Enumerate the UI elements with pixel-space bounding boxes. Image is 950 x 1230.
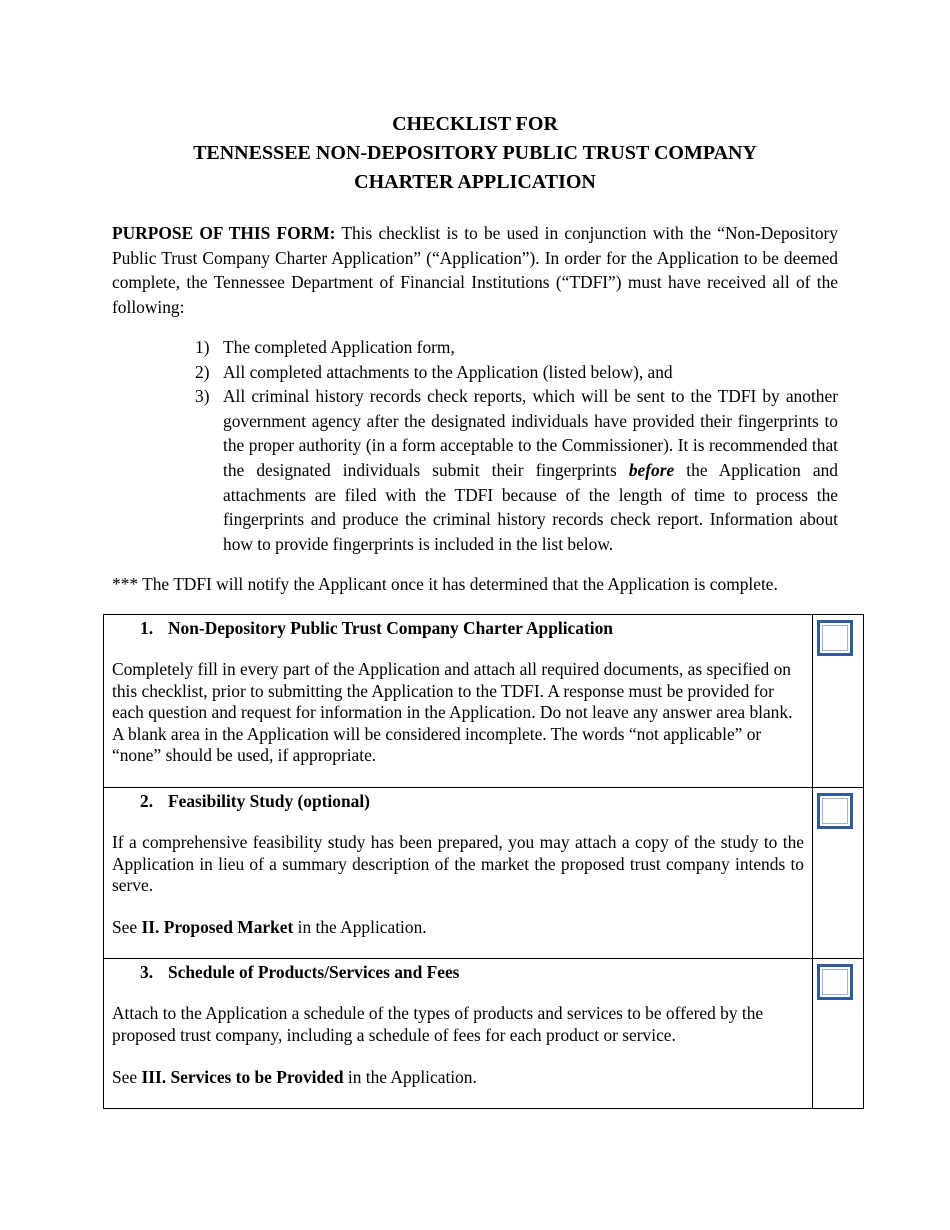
list-item-text: All completed attachments to the Application (listed below), and — [223, 361, 673, 382]
checklist-row-content — [104, 959, 813, 1109]
checklist-row-content — [104, 787, 813, 958]
completion-notice: *** The TDFI will notify the Applicant once it has determined that the Application is complete. — [112, 574, 778, 594]
reference-prefix: See — [112, 1066, 142, 1087]
purpose-text: This checklist is to be used in conjunction with the “Non-Depository Public Trust Company Charter Application” (“Application”). In order for the Application to be deemed complete, the Tennessee Department of Financial Institutions (“TDFI”) must have received all of the following: — [112, 223, 838, 317]
list-item-number: 3) — [195, 386, 210, 407]
reference-suffix: in the Application. — [293, 916, 427, 937]
title-line-3: CHARTER APPLICATION — [354, 171, 596, 193]
section-heading — [112, 617, 804, 639]
checklist-table — [103, 614, 864, 1109]
section-number: 2. — [140, 790, 154, 811]
purpose-paragraph — [112, 221, 838, 319]
section-3-checkbox[interactable] — [817, 964, 853, 1000]
checklist-row — [104, 787, 864, 958]
purpose-label: PURPOSE OF THIS FORM: — [112, 223, 336, 243]
section-reference — [112, 917, 804, 939]
list-item-number: 2) — [195, 361, 210, 382]
reference-section: II. Proposed Market — [141, 916, 294, 937]
checkbox-cell — [813, 615, 864, 788]
reference-prefix: See — [112, 916, 142, 937]
section-2-checkbox[interactable] — [817, 793, 853, 829]
title-line-2: TENNESSEE NON-DEPOSITORY PUBLIC TRUST COMPANY — [193, 142, 757, 164]
requirements-list — [195, 335, 838, 556]
section-body: Completely fill in every part of the Application and attach all required documents, as specified on this checklist, prior to submitting the Application to the TDFI. A response must be provided for each question and request for information in the Application. Do not leave any answer area blank. A blank area in the Application will be considered incomplete. The words “not applicable” or “none” should be used, if appropriate. — [112, 659, 793, 766]
checkbox-cell — [813, 787, 864, 958]
list-item-text-before: All criminal history records check reports, which will be sent to the TDFI by another government agency after the designated individuals have provided their fingerprints to the proper authority (in a form acceptable to the Commissioner). It is recommended that the designated individuals submit their fingerprints — [223, 386, 838, 480]
list-item-number: 1) — [195, 337, 210, 357]
section-body: Attach to the Application a schedule of the types of products and services to be offered by the proposed trust company, including a schedule of fees for each product or service. — [112, 1003, 764, 1045]
checklist-row — [104, 959, 864, 1109]
section-body: If a comprehensive feasibility study has been prepared, you may attach a copy of the study to the Application in lieu of a summary description of the market the proposed trust company intends to serve. — [112, 831, 804, 896]
list-item — [195, 384, 838, 556]
page-title — [0, 110, 950, 197]
list-item — [195, 360, 838, 385]
section-number: 1. — [140, 618, 154, 638]
section-title: Feasibility Study (optional) — [168, 790, 370, 811]
section-1-checkbox[interactable] — [817, 620, 853, 656]
title-line-1: CHECKLIST FOR — [392, 113, 558, 135]
section-heading — [112, 961, 804, 983]
section-title: Schedule of Products/Services and Fees — [168, 962, 460, 983]
list-item-text-after: the Application and attachments are filed with the TDFI because of the length of time to process the fingerprints and produce the criminal history records check report. Information about how to provide fingerprints is included in the list below. — [223, 459, 838, 554]
section-title: Non-Depository Public Trust Company Charter Application — [168, 618, 613, 638]
list-item-text — [223, 384, 838, 556]
section-heading — [112, 790, 804, 812]
reference-suffix: in the Application. — [343, 1066, 477, 1087]
checklist-row — [104, 615, 864, 788]
section-number: 3. — [140, 962, 154, 983]
checkbox-cell — [813, 959, 864, 1109]
checklist-row-content — [104, 615, 813, 788]
list-item-text: The completed Application form, — [223, 337, 455, 357]
reference-section: III. Services to be Provided — [141, 1066, 344, 1087]
list-item-emphasis: before — [628, 459, 675, 480]
list-item — [195, 335, 838, 360]
section-reference — [112, 1067, 804, 1089]
